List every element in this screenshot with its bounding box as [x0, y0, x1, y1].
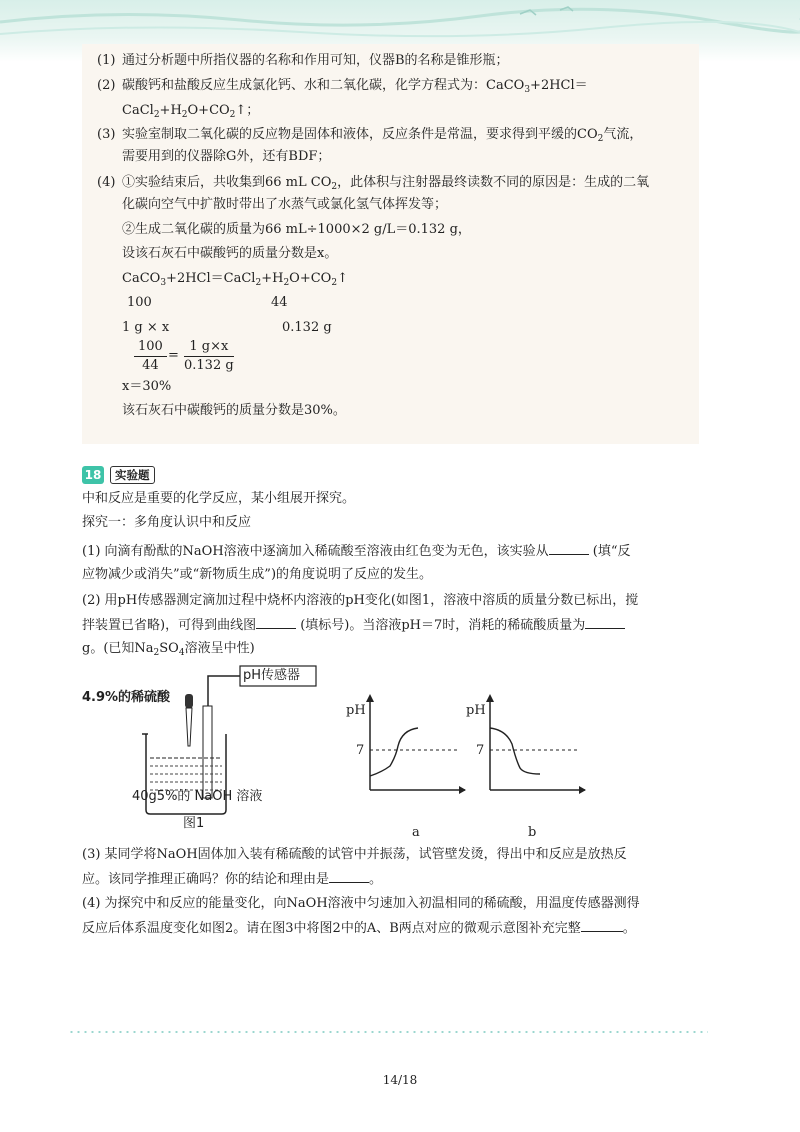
- answer-item-number: (4): [97, 175, 116, 190]
- answer-item-4-line-3: ②生成二氧化碳的质量为66 mL÷1000×2 g/L＝0.132 g，: [122, 222, 471, 237]
- graph-a-ylabel: pH: [346, 703, 366, 718]
- subquestion-4-line-1: (4) 为探究中和反应的能量变化，向NaOH溶液中匀速加入初温相同的稀硫酸，用温度传感器测得: [82, 896, 640, 911]
- ph-sensor-label: pH传感器: [243, 668, 301, 683]
- mass-co2: 0.132 g: [282, 320, 332, 335]
- answer-blank[interactable]: [329, 870, 369, 883]
- subquestion-3-line-2: 应。该同学推理正确吗？你的结论和理由是 。: [82, 872, 383, 887]
- answer-item-4-line-2: 化碳向空气中扩散时带出了水蒸气或氯化氢气体挥发等；: [122, 197, 448, 212]
- figure1-caption: 图1: [183, 816, 205, 831]
- fraction-100-over-44: $\frac{100}{44}$: [134, 338, 167, 375]
- chemical-equation: $CaCO_3+2HCl=CaCl_2+H_2O+CO_2↑$: [122, 271, 348, 288]
- subquestion-2-line-1: (2) 用pH传感器测定滴加过程中烧杯内溶液的pH变化(如图1，溶液中溶质的质量分数已标出，搅: [82, 593, 639, 608]
- dropper-bulb: [185, 694, 193, 708]
- acid-label: 4.9%的稀硫酸: [82, 690, 171, 705]
- subquestion-2-line-3: g。(已知$Na_2SO_4$溶液呈中性): [82, 641, 255, 658]
- question-type-tag: 实验题: [110, 466, 155, 484]
- answer-item-3-line-1: 实验室制取二氧化碳的反应物是固体和液体，反应条件是常温，要求得到平缓的$CO_2$气流，: [122, 127, 643, 144]
- curve-a: [370, 728, 418, 776]
- section-heading: 探究一：多角度认识中和反应: [82, 515, 252, 530]
- subquestion-1-line-1: (1) 向滴有酚酞的NaOH溶液中逐滴加入稀硫酸至溶液由红色变为无色，该实验从 (填“反: [82, 544, 631, 559]
- answer-item-number: (2): [97, 78, 116, 93]
- answer-blank[interactable]: [585, 616, 625, 629]
- subquestion-3-line-1: (3) 某同学将NaOH固体加入装有稀硫酸的试管中并振荡，试管壁发烫，得出中和反应是放热反: [82, 847, 627, 862]
- unknown-mass-caco3: 1 g × x: [122, 320, 170, 335]
- answer-item-2-line-1: 碳酸钙和盐酸反应生成氯化钙、水和二氧化碳，化学方程式为：CaCO$_3$+2HCl＝: [122, 78, 588, 95]
- graph-b-ylabel: pH: [466, 703, 486, 718]
- figure1-apparatus: [78, 660, 338, 835]
- question-intro: 中和反应是重要的化学反应，某小组展开探究。: [82, 491, 356, 506]
- answer-blank[interactable]: [549, 542, 589, 555]
- ratio-value-co2: 44: [271, 295, 288, 310]
- answer-blank[interactable]: [256, 616, 296, 629]
- answer-item-number: (1): [97, 53, 116, 68]
- ratio-value-caco3: 100: [127, 295, 152, 310]
- answer-item-3-line-2: 需要用到的仪器除G外，还有BDF；: [122, 149, 331, 164]
- answer-item-2-line-2: $CaCl_2+H_2O+CO_2↑$；: [122, 103, 260, 120]
- dropper-tube: [186, 708, 192, 746]
- graph-b-tick-7: 7: [476, 743, 485, 758]
- question-number-badge: 18: [82, 466, 104, 484]
- equals-sign: =: [168, 348, 179, 363]
- subquestion-2-line-2: 拌装置已省略)，可得到曲线图 (填标号)。当溶液pH＝7时，消耗的稀硫酸质量为: [82, 616, 625, 635]
- answer-item-4-line-4: 设该石灰石中碳酸钙的质量分数是x。: [122, 246, 338, 261]
- sensor-cable: [208, 676, 240, 706]
- x-result: x＝30%: [122, 379, 172, 394]
- footer-divider: [68, 1031, 708, 1033]
- graph-a-label: a: [412, 825, 420, 840]
- ph-probe: [203, 706, 212, 798]
- answer-item-4-line-1: ①实验结束后，共收集到66 mL $CO_2$，此体积与注射器最终读数不同的原因是：生成的二氧: [122, 175, 650, 192]
- answer-item-number: (3): [97, 127, 116, 142]
- fraction-mass-ratio: $\frac{1 g\times x}{0.132 g}$: [184, 339, 234, 373]
- page-number: 14/18: [382, 1073, 418, 1087]
- answer-item-1: 通过分析题中所指仪器的名称和作用可知，仪器B的名称是锥形瓶；: [122, 53, 509, 68]
- answer-conclusion: 该石灰石中碳酸钙的质量分数是30%。: [122, 403, 346, 418]
- answer-blank[interactable]: [581, 919, 623, 932]
- graph-b-label: b: [528, 825, 537, 840]
- subquestion-4-line-2: 反应后体系温度变化如图2。请在图3中将图2中的A、B两点对应的微观示意图补充完整 。: [82, 921, 636, 936]
- curve-b: [490, 728, 540, 774]
- graph-a-tick-7: 7: [356, 743, 365, 758]
- subquestion-1-line-2: 应物减少或消失”或“新物质生成”)的角度说明了反应的发生。: [82, 567, 433, 582]
- naoh-solution-label: 40g5%的 NaOH 溶液: [132, 789, 263, 804]
